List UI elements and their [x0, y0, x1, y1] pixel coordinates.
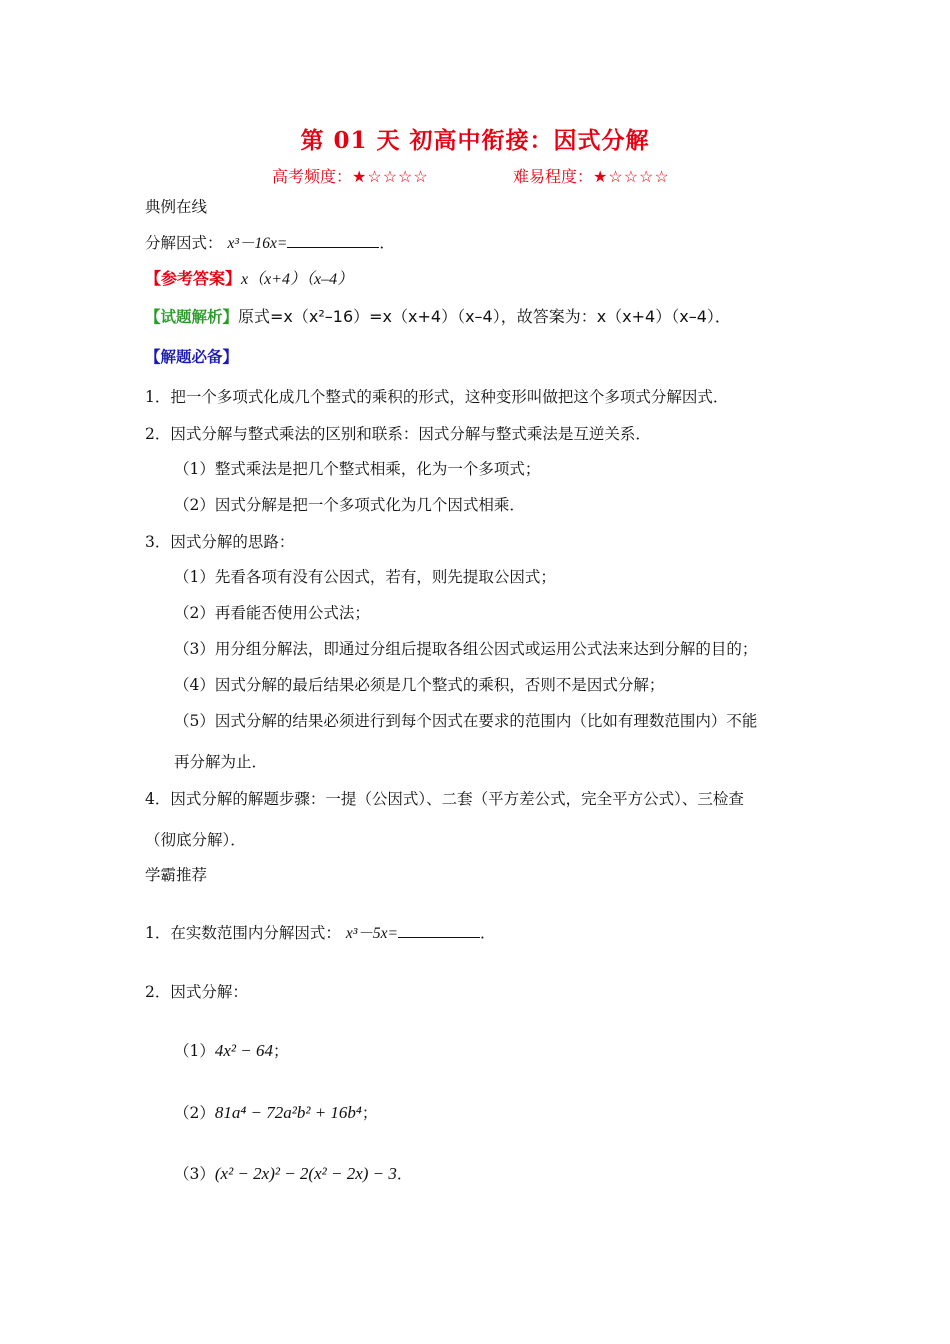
essential-item: （1）整式乘法是把几个整式相乘，化为一个多项式； [174, 460, 541, 478]
essential-item: 1．把一个多项式化成几个整式的乘积的形式，这种变形叫做把这个多项式分解因式． [145, 388, 729, 406]
question-prefix: 分解因式： [145, 234, 223, 252]
essential-item: （1）先看各项有没有公因式，若有，则先提取公因式； [174, 568, 556, 586]
sub-expression: 81a⁴ − 72a²b² + 16b⁴ [214, 1103, 362, 1122]
sub-question [174, 1040, 289, 1062]
essential-item: （5）因式分解的结果必须进行到每个因式在要求的范围内（比如有理数范围内）不能 [174, 712, 758, 730]
practice-question-2: 2．因式分解： [145, 983, 248, 1001]
page-title: 第 01 天 初高中衔接：因式分解 [300, 127, 650, 154]
essentials-heading: 【解题必备】 [145, 348, 239, 366]
sub-expression: (x² − 2x)² − 2(x² − 2x) − 3 [214, 1164, 397, 1183]
sub-question [174, 1163, 412, 1185]
sub-number: （1） [174, 1042, 215, 1060]
analysis-tag: 【试题解析】 [145, 308, 239, 326]
frequency-label: 高考频度： [272, 167, 353, 186]
reference-answer [145, 268, 353, 291]
q1-end: ． [479, 924, 496, 942]
q1-prefix: 1．在实数范围内分解因式： [145, 924, 341, 942]
difficulty-level [513, 164, 670, 187]
answer-tag: 【参考答案】 [145, 269, 242, 288]
analysis [145, 306, 731, 328]
essential-item: 再分解为止． [174, 753, 268, 771]
sub-end: ； [273, 1042, 289, 1060]
example-question [145, 232, 395, 255]
sub-number: （3） [174, 1165, 215, 1183]
essential-item: （2）因式分解是把一个多项式化为几个因式相乘． [174, 496, 525, 514]
answer-blank [287, 232, 379, 248]
sub-number: （2） [174, 1104, 215, 1122]
example-heading: 典例在线 [145, 198, 208, 216]
essential-item: （4）因式分解的最后结果必须是几个整式的乘积，否则不是因式分解； [174, 676, 665, 694]
exam-frequency [272, 164, 429, 187]
practice-question-1 [145, 922, 495, 945]
sub-question [174, 1102, 377, 1124]
essential-item: 3．因式分解的思路： [145, 533, 295, 551]
sub-expression: 4x² − 64 [214, 1041, 273, 1060]
essential-item: 2．因式分解与整式乘法的区别和联系：因式分解与整式乘法是互逆关系． [145, 425, 651, 443]
answer-text: x（x+4）（x–4） [241, 271, 354, 288]
frequency-stars: ★☆☆☆☆ [352, 167, 429, 186]
question-end: ． [379, 234, 395, 252]
essential-item: （彻底分解）． [145, 831, 246, 849]
essential-item: 4．因式分解的解题步骤：一提（公因式）、二套（平方差公式，完全平方公式）、三检查 [145, 790, 744, 808]
practice-heading: 学霸推荐 [145, 866, 208, 884]
sub-end: ； [361, 1104, 378, 1122]
question-expression: x³－16x= [227, 235, 288, 252]
essential-item: （2）再看能否使用公式法； [174, 604, 370, 622]
q1-blank [398, 922, 480, 938]
essential-item: （3）用分组分解法，即通过分组后提取各组公因式或运用公式法来达到分解的目的； [174, 640, 758, 658]
analysis-text: 原式=x（x²–16）=x（x+4）（x–4），故答案为：x（x+4）（x–4）． [238, 307, 731, 326]
q1-expression: x³－5x= [345, 925, 398, 942]
difficulty-label: 难易程度： [513, 167, 594, 186]
difficulty-stars: ★☆☆☆☆ [593, 167, 670, 186]
sub-end: ． [396, 1165, 413, 1183]
